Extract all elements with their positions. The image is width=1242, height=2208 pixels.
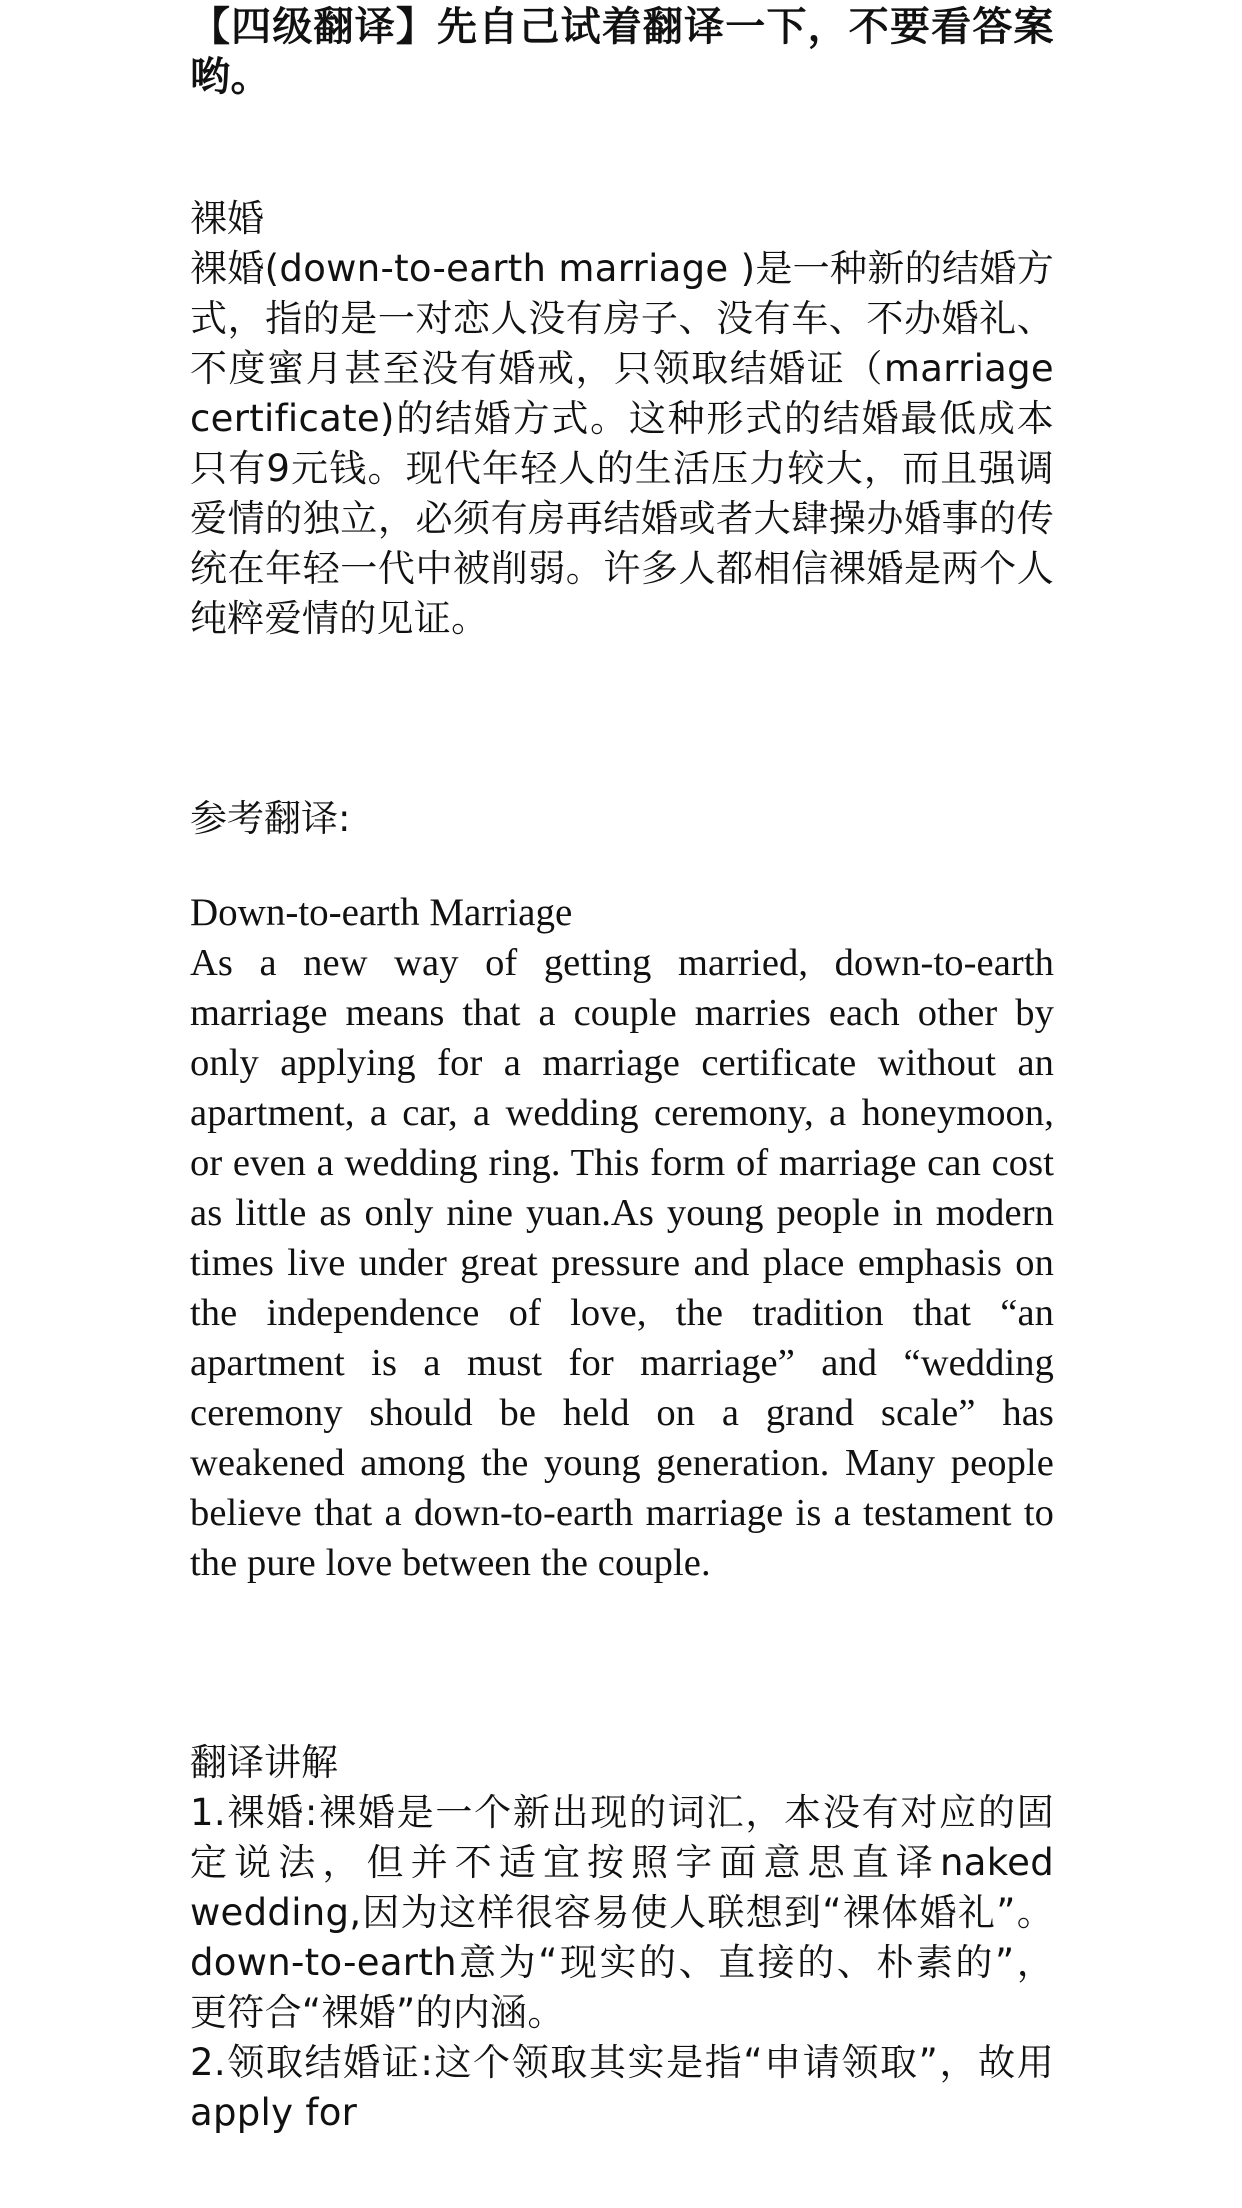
source-text-section: [190, 194, 1054, 644]
explanation-point: 1.裸婚:裸婚是一个新出现的词汇，本没有对应的固定说法，但并不适宜按照字面意思直译naked wedding,因为这样很容易使人联想到“裸体婚礼”。down-to-earth意为“现实的、直接的、朴素的”，更符合“裸婚”的内涵。: [190, 1791, 1054, 2034]
reference-translation-section: [190, 794, 1054, 1588]
explanation-label: 翻译讲解: [190, 1741, 338, 1784]
reference-paragraph: As a new way of getting married, down-to-earth marriage means that a couple marries each other by only applying for a marriage certificate without an apartment, a car, a wedding ceremony, a honeymoon, or even a wedding ring. This form of marriage can cost as little as only nine yuan.As young people in modern times live under great pressure and place emphasis on the independence of love, the tradition that “an apartment is a must for marriage” and “wedding ceremony should be held on a grand scale” has weakened among the young generation. Many people believe that a down-to-earth marriage is a testament to the pure love between the couple.: [190, 942, 1054, 1584]
spacer: [190, 1588, 1054, 1738]
reference-title: Down-to-earth Marriage: [190, 891, 573, 934]
source-paragraph: 裸婚(down-to-earth marriage )是一种新的结婚方式，指的是一对恋人没有房子、没有车、不办婚礼、不度蜜月甚至没有婚戒，只领取结婚证（marriage certificate)的结婚方式。这种形式的结婚最低成本只有9元钱。现代年轻人的生活压力较大，而且强调爱情的独立，必须有房再结婚或者大肆操办婚事的传统在年轻一代中被削弱。许多人都相信裸婚是两个人纯粹爱情的见证。: [190, 247, 1054, 640]
page-title: 【四级翻译】先自己试着翻译一下，不要看答案哟。: [190, 4, 1054, 100]
spacer: [190, 844, 1054, 888]
source-title: 裸婚: [190, 197, 264, 240]
reference-label: 参考翻译:: [190, 797, 351, 840]
spacer: [190, 102, 1054, 194]
explanation-point: 2.领取结婚证:这个领取其实是指“申请领取”，故用apply for: [190, 2041, 1054, 2134]
explanation-section: [190, 1738, 1054, 2138]
spacer: [190, 644, 1054, 794]
article: [190, 0, 1054, 2138]
